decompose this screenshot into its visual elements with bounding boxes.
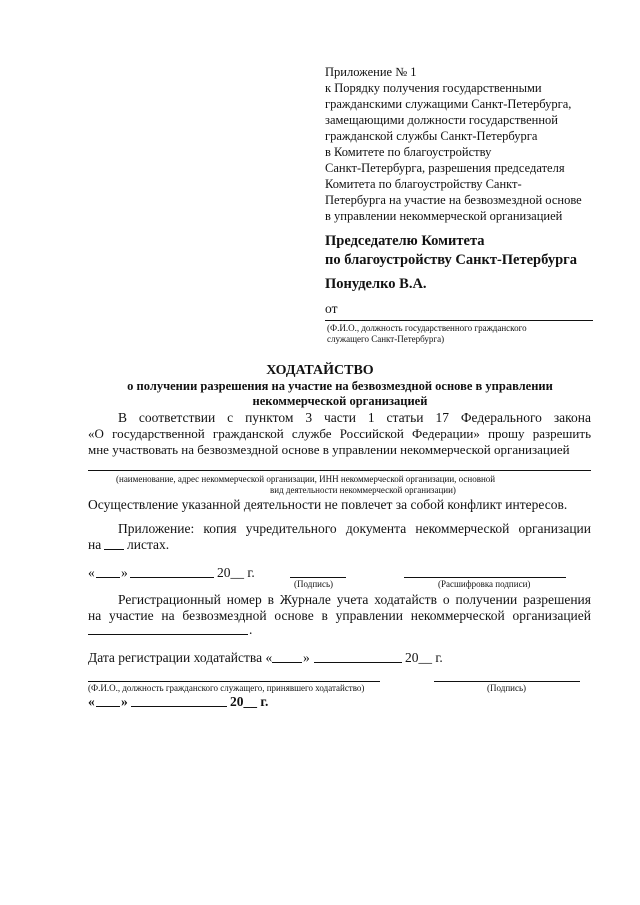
date-year: 20__ г. (217, 565, 255, 580)
registration-date-month-field[interactable] (314, 662, 402, 663)
signature-decode-caption: (Расшифровка подписи) (438, 579, 531, 589)
para1-line3: мне участвовать на безвозмездной основе в управлении некоммерческой организацией (88, 442, 570, 457)
org-caption-line2: вид деятельности некоммерческой организации) (270, 485, 456, 495)
sheets-count-field[interactable] (104, 549, 124, 550)
appendix-line: Петербурга на участие на безвозмездной основе (325, 193, 582, 207)
conflict-statement: Осуществление указанной деятельности не повлечет за собой конфликт интересов. (88, 497, 568, 512)
appendix-line: гражданскими служащими Санкт-Петербурга, (325, 97, 572, 111)
appendix-line: Приложение № 1 (325, 65, 417, 79)
attachment-line2-suffix: листах. (127, 537, 170, 552)
receiver-caption: (Ф.И.О., должность гражданского служащего, принявшего ходатайство) (88, 683, 365, 693)
signature-decode-field[interactable] (404, 577, 566, 578)
document-subtitle-line1: о получении разрешения на участие на безвозмездной основе в управлении (127, 379, 553, 393)
from-caption (327, 323, 527, 345)
date-day-field[interactable] (96, 577, 120, 578)
from-caption-line1: (Ф.И.О., должность государственного гражданского (327, 323, 527, 333)
date-open-quote: « (88, 565, 95, 580)
final-date-close-quote: » (121, 694, 128, 709)
final-date-day-field[interactable] (96, 706, 120, 707)
addressee-name: Понуделко В.А. (325, 276, 427, 292)
addressee-line2: по благоустройству Санкт-Петербурга (325, 252, 577, 268)
signature-caption: (Подпись) (294, 579, 334, 589)
appendix-block (325, 64, 625, 224)
document-title: ХОДАТАЙСТВО (266, 363, 374, 378)
org-name-field[interactable] (88, 470, 591, 471)
final-date-year: 20__ г. (230, 694, 269, 709)
registration-date-mid: » (303, 650, 310, 665)
document-subtitle-line2: некоммерческой организацией (252, 394, 428, 408)
registration-date-label: Дата регистрации ходатайства « (88, 650, 273, 665)
final-date-open-quote: « (88, 694, 95, 709)
org-caption-line1: (наименование, адрес некоммерческой организации, ИНН некоммерческой организации, основной (116, 474, 496, 484)
from-caption-line2: служащего Санкт-Петербурга) (327, 334, 445, 344)
registration-number-field[interactable] (88, 634, 248, 635)
appendix-line: замещающими должности государственной (325, 113, 558, 127)
appendix-line: Комитета по благоустройству Санкт- (325, 177, 522, 191)
date-month-field[interactable] (130, 577, 214, 578)
date-close-quote: » (121, 565, 128, 580)
para1-line2: «О государственной гражданской службе Российской Федерации» прошу разрешить (88, 426, 591, 441)
registration-line2: на участие на безвозмездной основе в управлении некоммерческой организацией (88, 608, 591, 623)
registration-date-day-field[interactable] (272, 662, 302, 663)
signature-field[interactable] (290, 577, 346, 578)
appendix-line: к Порядку получения государственными (325, 81, 542, 95)
registration-dot: . (249, 622, 253, 637)
attachment-line1: Приложение: копия учредительного документа некоммерческой организации (118, 521, 591, 536)
appendix-line: в управлении некоммерческой организацией (325, 209, 563, 223)
attachment-line2-prefix: на (88, 537, 102, 552)
appendix-line: Санкт-Петербурга, разрешения председателя (325, 161, 565, 175)
registration-line1: Регистрационный номер в Журнале учета ходатайств о получении разрешения (118, 592, 591, 607)
para1-line1: В соответствии с пунктом 3 части 1 статьи 17 Федерального закона (118, 410, 591, 425)
from-label: от (325, 301, 338, 316)
registration-date-year: 20__ г. (405, 650, 443, 665)
receiver-signature-field[interactable] (434, 681, 580, 682)
receiver-signature-caption: (Подпись) (487, 683, 527, 693)
appendix-line: в Комитете по благоустройству (325, 145, 492, 159)
appendix-line: гражданской службы Санкт-Петербурга (325, 129, 538, 143)
from-name-field[interactable] (325, 320, 593, 321)
receiver-name-field[interactable] (88, 681, 380, 682)
final-date-month-field[interactable] (131, 706, 227, 707)
addressee-line1: Председателю Комитета (325, 233, 485, 249)
